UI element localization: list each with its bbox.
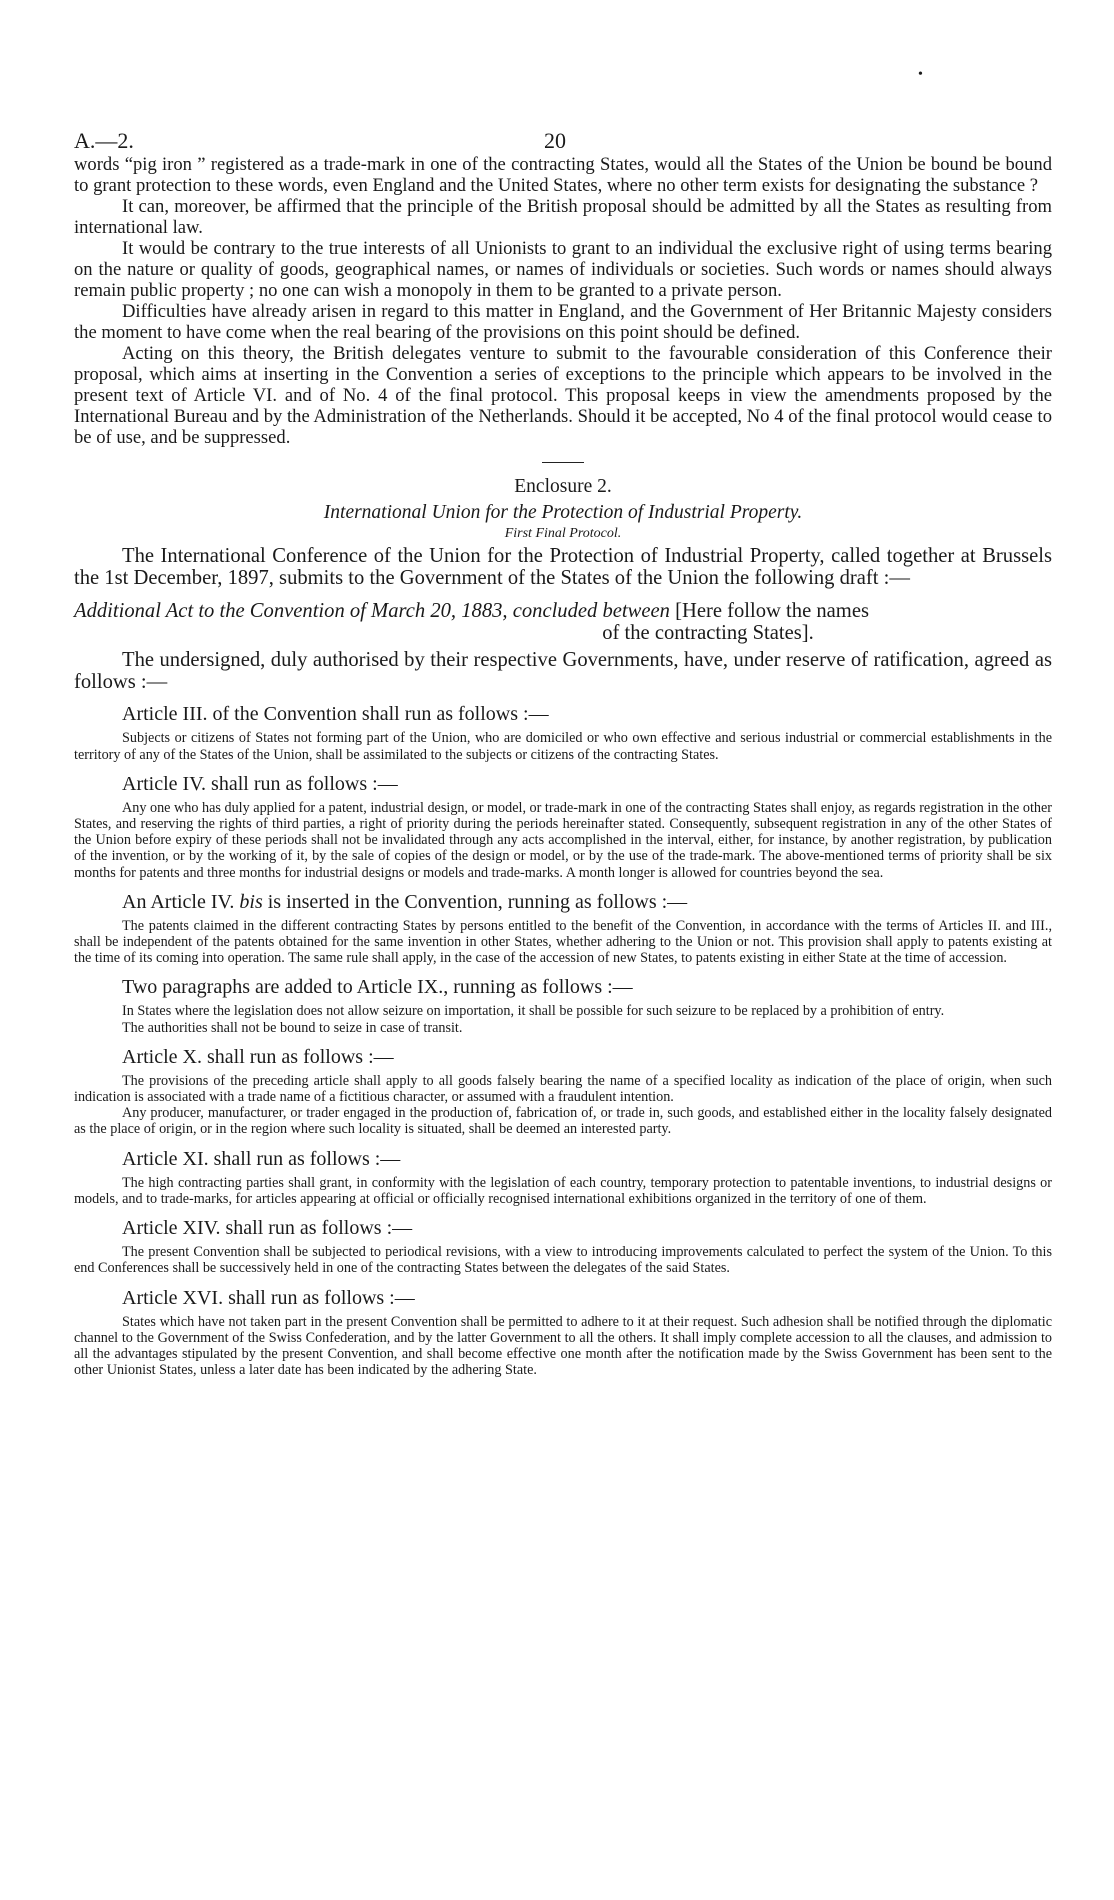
article-heading: Article X. shall run as follows :— — [122, 1045, 394, 1068]
section-divider — [542, 462, 584, 463]
article-heading: Article IV. shall run as follows :— — [122, 772, 398, 795]
document-page — [74, 118, 1052, 1378]
protocol-title: First Final Protocol. — [504, 526, 622, 541]
article-text — [74, 1244, 1052, 1276]
article-heading: Article XVI. shall run as follows :— — [122, 1286, 415, 1309]
page-header — [74, 118, 1052, 154]
article-paragraph: The authorities shall not be bound to seize in case of transit. — [122, 1019, 463, 1036]
draft-act-title-bracket: [Here follow the names — [675, 599, 869, 622]
letter-body — [74, 154, 1052, 448]
draft-act-title-italic: Additional Act to the Convention of March 20, 1883, concluded between — [74, 599, 670, 622]
letter-paragraph: It can, moreover, be affirmed that the principle of the British proposal should be admitted by all the States as resulting from international law. — [74, 196, 1052, 238]
enclosure-title: Enclosure 2. — [514, 476, 612, 497]
letter-paragraph: words “pig iron ” registered as a trade-mark in one of the contracting States, would all the States of the Union be bound be bound to grant protection to these words, even England and the United States, where no other term exists for designating the substance ? — [74, 154, 1052, 196]
article-paragraph: Any one who has duly applied for a patent, industrial design, or model, or trade-mark in one of the contracting States shall enjoy, as regards registration in the other States, and reserving the rights of third parties, a right of priority during the periods hereinafter stated. Consequently, subsequent registration in any of the other States of the Union before expiry of these periods shall not be invalidated through any acts accomplished in the interval, either, for instance, by another registration, by publication of the invention, or by the working of it, by the sale of copies of the design or model, or by the use of the trade-mark. The above-mentioned terms of priority shall be six months for patents and three months for industrial designs or models and trade-marks. A month longer is allowed for countries beyond the sea. — [74, 799, 1052, 881]
letter-paragraph: It would be contrary to the true interests of all Unionists to grant to an individual the exclusive right of using terms bearing on the nature or quality of goods, geographical names, or names of individuals or societies. Such words or names should always remain public property ; no one can wish a monopoly in them to be granted to a private person. — [74, 238, 1052, 301]
article-text — [74, 730, 1052, 762]
article-heading: Article III. of the Convention shall run as follows :— — [122, 703, 549, 726]
article-text — [74, 1175, 1052, 1207]
enclosure-intro — [74, 545, 1052, 590]
draft-act-title — [74, 600, 1052, 645]
article-paragraph: States which have not taken part in the present Convention shall be permitted to adhere to it at their request. Such adhesion shall be notified through the diplomatic channel to the Government of the Swiss Confederation, and by the latter Government to all the others. It shall imply complete accession to all the clauses, and admission to all the advantages stipulated by the present Convention, and shall become effective one month after the notification made by the Swiss Government has been sent to the other Unionist States, unless a later date has been indicated by the adhering State. — [74, 1313, 1052, 1379]
article-heading — [122, 890, 1052, 914]
article-paragraph: Subjects or citizens of States not forming part of the Union, who are domiciled or who own effective and serious industrial or commercial establishments in the territory of any of the States of the Union, shall be assimilated to the subjects or citizens of the contracting States. — [74, 730, 1052, 763]
article-paragraph: The present Convention shall be subjected to periodical revisions, with a view to introducing improvements calculated to perfect the system of the Union. To this end Conferences shall be successively held in one of the contracting States between the delegates of the said States. — [74, 1244, 1052, 1277]
letter-paragraph: Acting on this theory, the British delegates venture to submit to the favourable consideration of this Conference their proposal, which aims at inserting in the Convention a series of exceptions to the principle which appears to be involved in the present text of Article VI. and of No. 4 of the final protocol. This proposal keeps in view the amendments proposed by the International Bureau and by the Administration of the Netherlands. Should it be accepted, No 4 of the final protocol would cease to be of use, and be suppressed. — [74, 343, 1052, 448]
undersigned-block — [74, 649, 1052, 694]
article-text — [74, 918, 1052, 967]
article-paragraph: In States where the legislation does not allow seizure on importation, it shall be possible for such seizure to be replaced by a prohibition of entry. — [122, 1003, 945, 1020]
article-text — [74, 1314, 1052, 1379]
intro-paragraph: The International Conference of the Union for the Protection of Industrial Property, called together at Brussels the 1st December, 1897, submits to the Government of the States of the Union the following draft :— — [74, 545, 1052, 590]
page-speck-mark: • — [918, 67, 923, 82]
article-text — [74, 1073, 1052, 1138]
enclosure-subtitle: International Union for the Protection of Industrial Property. — [323, 502, 803, 523]
article-paragraph: The high contracting parties shall grant, in conformity with the legislation of each country, temporary protection to patentable inventions, to industrial designs or models, and to trade-marks, for articles appearing at official or officially recognised international exhibitions organized in the territory of one of them. — [74, 1174, 1052, 1207]
article-paragraph: The patents claimed in the different contracting States by persons entitled to the benefit of the Convention, in accordance with the terms of Articles II. and III., shall be independent of the patents obtained for the same invention in other States, whether adhering to the Union or not. This provision shall apply to patents existing at the time of its coming into operation. The same rule shall apply, in the case of the accession of new States, to patents existing in either State at the time of accession. — [74, 917, 1052, 967]
article-heading: Article XIV. shall run as follows :— — [122, 1217, 413, 1240]
article-text — [74, 1003, 1052, 1035]
article-heading-pre: An Article IV. — [122, 890, 235, 913]
article-text — [74, 800, 1052, 881]
letter-paragraph: Difficulties have already arisen in regard to this matter in England, and the Government of Her Britannic Majesty considers the moment to have come when the real bearing of the provisions on this point should be defined. — [74, 301, 1052, 343]
article-heading-bis: bis — [239, 890, 263, 913]
article-heading: Two paragraphs are added to Article IX., running as follows :— — [122, 976, 633, 999]
article-paragraph: Any producer, manufacturer, or trader engaged in the production of, fabrication of, or trade in, such goods, and established either in the locality falsely designated as the place of origin, or in the region where such locality is situated, shall be deemed an interested party. — [74, 1105, 1052, 1138]
page-number: 20 — [544, 128, 566, 153]
undersigned-paragraph: The undersigned, duly authorised by their respective Governments, have, under reserve of ratification, agreed as follows :— — [74, 648, 1052, 694]
document-reference: A.—2. — [74, 128, 134, 153]
draft-act-title-tail: of the contracting States]. — [602, 622, 814, 645]
article-heading: Article XI. shall run as follows :— — [122, 1147, 401, 1170]
article-paragraph: The provisions of the preceding article shall apply to all goods falsely bearing the name of a specified locality as indication of the place of origin, when such indication is associated with a trade name of a fictitious character, or assumed with a fraudulent intention. — [74, 1072, 1052, 1106]
article-heading-post: is inserted in the Convention, running as follows :— — [267, 890, 688, 913]
